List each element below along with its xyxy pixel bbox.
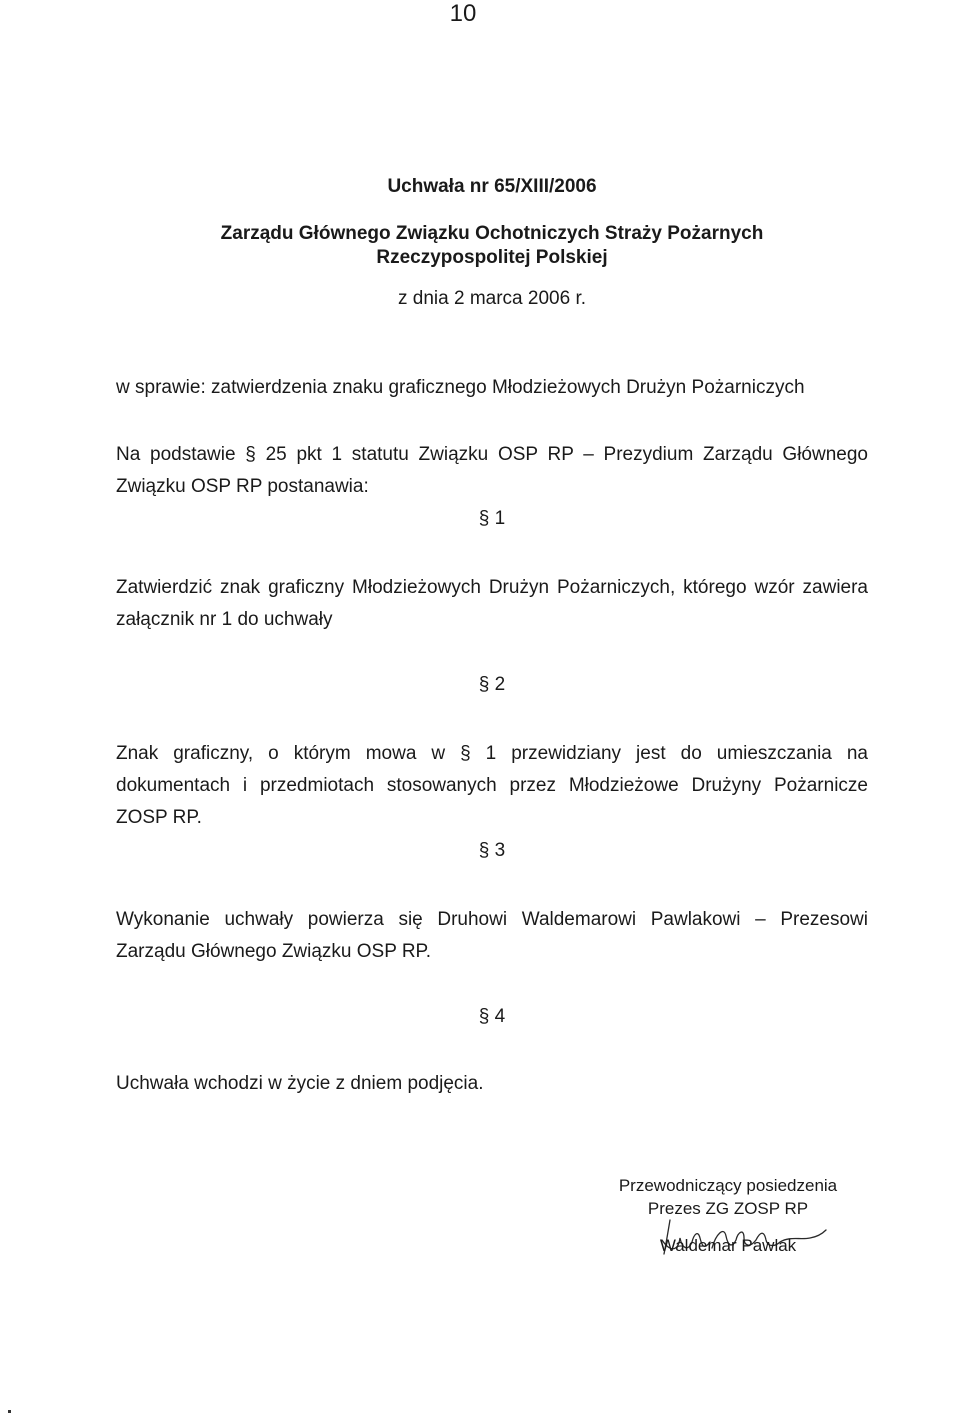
section-3-label: § 3	[478, 840, 506, 861]
issuing-body-line-1: Zarządu Głównego Związku Ochotniczych Straży Pożarnych	[220, 223, 764, 244]
resolution-date: z dnia 2 marca 2006 r.	[398, 288, 586, 309]
issuing-body	[0, 222, 960, 270]
signature-role: Przewodniczący posiedzenia	[618, 1176, 838, 1195]
scan-artifact	[8, 1410, 11, 1413]
signature-title: Prezes ZG ZOSP RP	[647, 1199, 809, 1218]
section-4-label: § 4	[478, 1006, 506, 1027]
resolution-title: Uchwała nr 65/XIII/2006	[387, 176, 597, 197]
signatory-name: Waldemar Pawlak	[659, 1236, 797, 1255]
resolution-subject: w sprawie: zatwierdzenia znaku graficznego Młodzieżowych Drużyn Pożarniczych	[116, 377, 805, 398]
resolution-preamble: Na podstawie § 25 pkt 1 statutu Związku OSP RP – Prezydium Zarządu Głównego Związku OSP RP postanawia:	[116, 444, 868, 497]
section-2-text: Znak graficzny, o którym mowa w § 1 przewidziany jest do umieszczania na dokumentach i przedmiotach stosowanych przez Młodzieżowe Drużyny Pożarnicze ZOSP RP.	[116, 743, 868, 828]
section-1-label: § 1	[478, 508, 506, 529]
issuing-body-line-2: Rzeczypospolitej Polskiej	[376, 247, 608, 268]
section-1-text: Zatwierdzić znak graficzny Młodzieżowych Drużyn Pożarniczych, którego wzór zawiera załącznik nr 1 do uchwały	[116, 577, 868, 630]
section-2-label: § 2	[478, 674, 506, 695]
section-4-text: Uchwała wchodzi w życie z dniem podjęcia.	[116, 1073, 484, 1094]
page-number: 10	[449, 0, 477, 27]
section-3-text: Wykonanie uchwały powierza się Druhowi Waldemarowi Pawlakowi – Prezesowi Zarządu Głównego Związku OSP RP.	[116, 909, 868, 962]
